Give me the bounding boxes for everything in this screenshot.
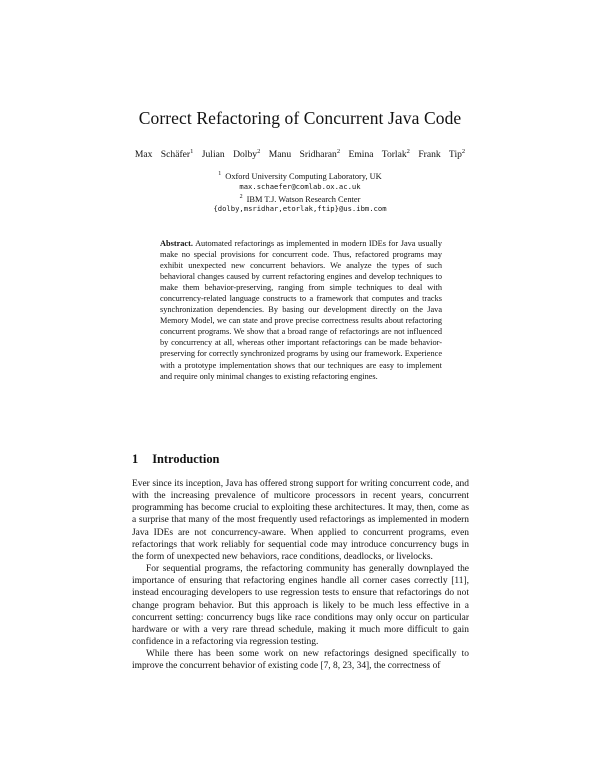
affiliation-2-email: {dolby,msridhar,etorlak,ftip}@us.ibm.com (213, 204, 387, 213)
section-number: 1 (132, 452, 139, 466)
affiliation-1: $^1$ Oxford University Computing Laboratory, UK (218, 171, 382, 181)
paragraph: For sequential programs, the refactoring community has generally downplayed the importance of ensuring that refactoring engines handle all corner cases correctly [11], instead encouraging developers to use regression tests to ensure that refactorings do not change program behavior. But this approach is likely to be much less effective in a concurrent setting: concurrency bugs like race conditions may only occur on particular hardware or with a very rare thread schedule, making it much more difficult to gain confidence in a refactoring via regression testing. (132, 564, 469, 648)
author: Julian Dolby$^2$ (201, 148, 261, 161)
author-list (0, 148, 600, 160)
paper-title: Correct Refactoring of Concurrent Java Code (138, 108, 462, 128)
author: Max Schäfer$^1$ (134, 148, 194, 161)
abstract-label: Abstract. (160, 239, 193, 248)
abstract (160, 238, 442, 382)
section-title: Introduction (152, 452, 220, 466)
paragraph: Ever since its inception, Java has offered strong support for writing concurrent code, and with the increasing prevalence of multicore processors in recent years, concurrent programming has become crucial to exploiting these architectures. It may, then, come as a surprise that many of the most frequently used refactorings as implemented in modern Java IDEs are not concurrency-aware. When applied to concurrent programs, even refactorings that work reliably for sequential code may introduce concurrency bugs in the form of unexpected new behaviors, race conditions, deadlocks, or livelocks. (132, 479, 469, 562)
section-heading (132, 452, 219, 467)
author: Frank Tip$^2$ (418, 148, 466, 161)
author: Manu Sridharan$^2$ (268, 148, 341, 161)
affiliation-2: $^2$ IBM T.J. Watson Research Center (239, 194, 361, 204)
abstract-text: Automated refactorings as implemented in modern IDEs for Java usually make no special provisions for concurrent code. Thus, refactored programs may exhibit unexpected new concurrent behaviors. We analyze the types of such behavioral changes caused by current refactoring engines and develop techniques to make them behavior-preserving, ranging from simple techniques to deal with concurrency-related language constructs to a framework that computes and tracks synchronization dependencies. By basing our development directly on the Java Memory Model, we can state and prove precise correctness results about refactoring concurrent programs. We show that a broad range of refactorings are not influenced by concurrency at all, whereas other important refactorings can be made behavior-preserving for correctly synchronized programs by using our framework. Experience with a prototype implementation shows that our techniques are easy to implement and require only minimal changes to existing refactoring engines. (160, 239, 442, 381)
paragraph: While there has been some work on new refactorings designed specifically to improve the concurrent behavior of existing code [7, 8, 23, 34], the correctness of (132, 649, 469, 672)
author: Emina Torlak$^2$ (348, 148, 410, 161)
affiliation-1-email: max.schaefer@comlab.ox.ac.uk (239, 182, 361, 191)
section-body (132, 478, 469, 673)
